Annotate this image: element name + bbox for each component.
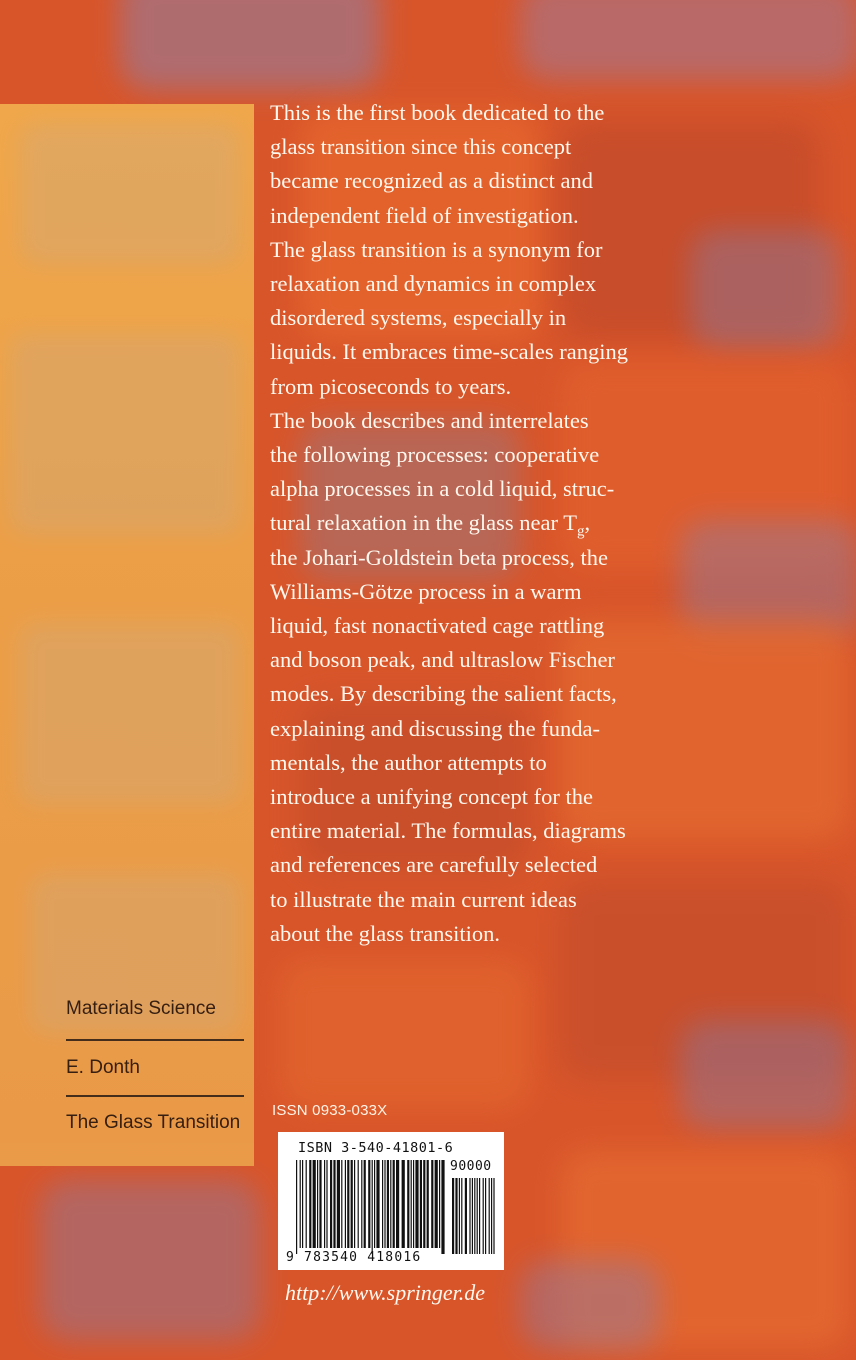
barcode-bar: [491, 1178, 492, 1254]
blurb-line: [270, 643, 670, 677]
barcode-bar: [302, 1160, 303, 1248]
isbn-number: ISBN 3-540-41801-6: [298, 1140, 454, 1156]
barcode-bar: [472, 1178, 473, 1254]
blurb-line: [270, 370, 670, 404]
bg-blob: [520, 1260, 660, 1350]
blurb-line: [270, 609, 670, 643]
blurb-line-text: the following processes: cooperative: [270, 442, 600, 468]
barcode-bar: [420, 1160, 422, 1248]
barcode-bar: [364, 1160, 366, 1248]
barcode-bar: [413, 1160, 414, 1248]
panel-ghost: [20, 124, 240, 264]
bg-blob: [120, 0, 380, 90]
blurb-line-text: liquid, fast nonactivated cage rattling: [270, 613, 605, 639]
blurb-line-text: relaxation and dynamics in complex: [270, 271, 597, 297]
price-addon: 90000: [450, 1159, 492, 1174]
blurb-line: [270, 917, 670, 951]
barcode-bar: [319, 1160, 321, 1248]
barcode-bar: [459, 1178, 460, 1254]
barcode-bar: [455, 1178, 457, 1254]
barcode-bar: [461, 1178, 462, 1254]
blurb-line: [270, 814, 670, 848]
blurb-line: [270, 438, 670, 472]
blurb-line: [270, 130, 670, 164]
blurb-line-text: to illustrate the main current ideas: [270, 886, 577, 912]
barcode-bar: [372, 1160, 373, 1254]
barcode-bar: [324, 1160, 325, 1248]
blurb-line: [270, 267, 670, 301]
publisher-url[interactable]: http://www.springer.de: [285, 1280, 486, 1305]
blurb-line-text: modes. By describing the salient facts,: [270, 681, 617, 707]
barcode-bar: [431, 1160, 433, 1248]
barcode-bar: [300, 1160, 301, 1248]
tg-comma: ,: [584, 510, 591, 536]
barcode-bar: [330, 1160, 332, 1248]
barcode-bar: [374, 1160, 375, 1248]
blurb-line-text: tural relaxation in the glass near T: [270, 510, 577, 536]
barcode-bar: [354, 1160, 355, 1248]
blurb-line-text: became recognized as a distinct and: [270, 168, 593, 194]
blurb-line: [270, 335, 670, 369]
barcode-bar: [309, 1160, 311, 1248]
blurb-line-text: explaining and discussing the funda-: [270, 715, 600, 741]
barcode-bar: [313, 1160, 316, 1248]
barcode-bar: [326, 1160, 327, 1248]
panel-ghost: [10, 334, 240, 534]
blurb-line: [270, 472, 670, 506]
barcode-bar: [390, 1160, 391, 1248]
barcode-bar: [441, 1160, 444, 1254]
blurb-line: [270, 575, 670, 609]
blurb-line-text: The book describes and interrelates: [270, 407, 589, 433]
bg-blob: [520, 0, 856, 80]
barcode-bar: [384, 1160, 385, 1248]
blurb-line: [270, 199, 670, 233]
blurb-line: [270, 541, 670, 575]
barcode-bar: [439, 1160, 440, 1248]
divider: [66, 1095, 244, 1097]
blurb-line-text: mentals, the author attempts to: [270, 749, 547, 775]
blurb-line-text: and boson peak, and ultraslow Fischer: [270, 647, 615, 673]
barcode-bar: [317, 1160, 318, 1248]
blurb-line-text: disordered systems, especially in: [270, 305, 567, 331]
blurb-line: [270, 404, 670, 438]
barcode-bar: [347, 1160, 349, 1248]
blurb-line-text: independent field of investigation.: [270, 202, 579, 228]
barcode-bar: [396, 1160, 399, 1248]
barcode-bar: [337, 1160, 340, 1248]
blurb-line-text: alpha processes in a cold liquid, struc-: [270, 476, 615, 502]
blurb-line: [270, 712, 670, 746]
divider: [66, 1039, 244, 1041]
bg-blob: [40, 1180, 260, 1340]
tg-subscript: g: [576, 523, 585, 540]
cover-blurb: [270, 96, 670, 951]
barcode-bar: [423, 1160, 425, 1248]
barcode-bar: [489, 1178, 490, 1254]
barcode-bar: [415, 1160, 418, 1248]
barcode-bar: [477, 1178, 478, 1254]
blurb-line: [270, 883, 670, 917]
barcode-bar: [306, 1160, 307, 1248]
blurb-line-text: and references are carefully selected: [270, 852, 598, 878]
barcode-bar: [483, 1178, 484, 1254]
issn-number: ISSN 0933-033X: [272, 1102, 388, 1119]
barcode-bar: [368, 1160, 370, 1248]
blurb-line: [270, 96, 670, 130]
barcode-bar: [382, 1160, 383, 1248]
blurb-line-text: Williams-Götze process in a warm: [270, 578, 582, 604]
barcode-bar: [474, 1178, 475, 1254]
barcode-bar: [393, 1160, 395, 1248]
blurb-line-text: entire material. The formulas, diagrams: [270, 818, 626, 844]
bg-blob: [680, 1020, 850, 1130]
barcode-bar: [411, 1160, 412, 1248]
blurb-line-text: liquids. It embraces time-scales ranging: [270, 339, 629, 365]
barcode: [278, 1132, 504, 1270]
barcode-bar: [333, 1160, 335, 1248]
blurb-line-text: The glass transition is a synonym for: [270, 236, 603, 262]
barcode-bar: [407, 1160, 409, 1248]
blurb-line: [270, 848, 670, 882]
blurb-line: [270, 746, 670, 780]
barcode-bar: [427, 1160, 429, 1248]
blurb-line-text: introduce a unifying concept for the: [270, 784, 594, 810]
blurb-line-text: the Johari-Goldstein beta process, the: [270, 544, 609, 570]
barcode-bar: [358, 1160, 359, 1248]
blurb-line: [270, 233, 670, 267]
blurb-line: [270, 164, 670, 198]
barcode-bar: [361, 1160, 362, 1248]
barcode-bar: [296, 1160, 297, 1254]
blurb-line-text: This is the first book dedicated to the: [270, 100, 605, 125]
barcode-bar: [402, 1160, 405, 1248]
blurb-line: [270, 506, 670, 540]
series-title: The Glass Transition: [66, 1112, 241, 1133]
barcode-bar: [435, 1160, 438, 1248]
series-author: E. Donth: [66, 1057, 140, 1078]
blurb-line: [270, 677, 670, 711]
barcode-bar: [469, 1178, 470, 1254]
blurb-line-text: from picoseconds to years.: [270, 373, 512, 399]
blurb-line: [270, 780, 670, 814]
side-panel: [0, 104, 254, 1166]
barcode-bar: [452, 1178, 454, 1254]
blurb-line-text: about the glass transition.: [270, 920, 500, 946]
blurb-line: [270, 301, 670, 335]
barcode-bar: [485, 1178, 486, 1254]
barcode-bar: [387, 1160, 389, 1248]
barcode-bar: [345, 1160, 346, 1248]
ean-number: 9 783540 418016: [286, 1250, 422, 1265]
barcode-bar: [493, 1178, 494, 1254]
bg-blob: [280, 960, 530, 1110]
panel-ghost: [20, 624, 240, 804]
barcode-bar: [351, 1160, 353, 1248]
barcode-bar: [465, 1178, 467, 1254]
bg-blob: [690, 230, 840, 350]
barcode-bar: [479, 1178, 480, 1254]
barcode-bar: [376, 1160, 379, 1248]
series-subject: Materials Science: [66, 998, 216, 1019]
barcode-bar: [341, 1160, 342, 1248]
blurb-line-text: glass transition since this concept: [270, 134, 572, 160]
